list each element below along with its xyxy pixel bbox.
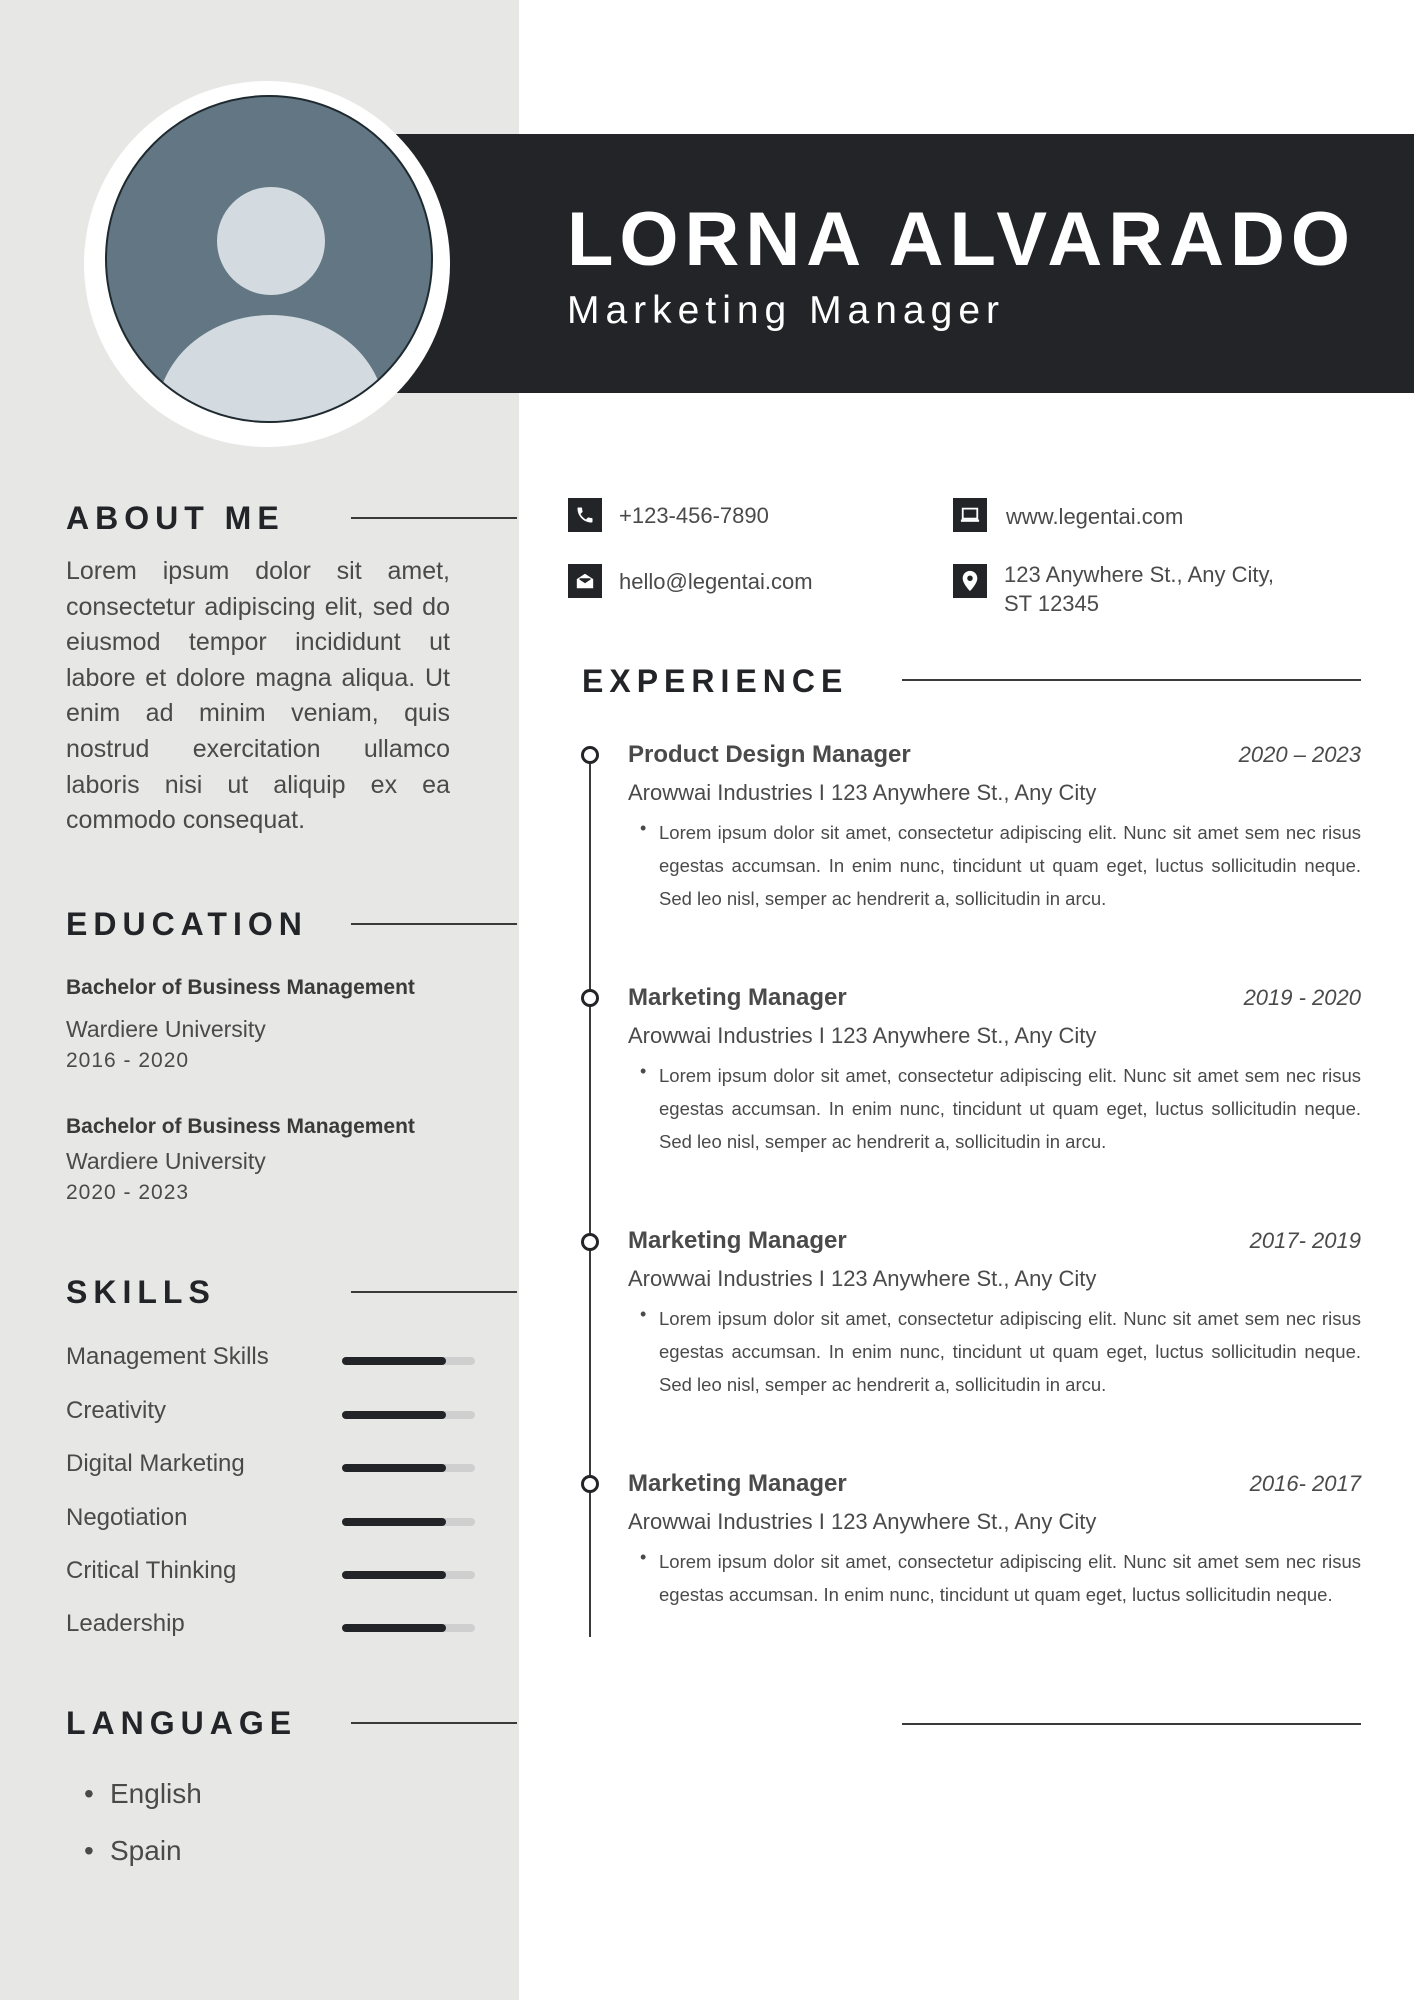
job-dates: 2016- 2017 [1249,1471,1361,1496]
skill-row [66,1557,476,1587]
bullet-icon: • [640,1061,647,1081]
job-title: Product Design Manager [628,741,911,768]
skill-name: Digital Marketing [66,1450,245,1477]
skill-bar-track [342,1518,475,1526]
footer-rule [902,1723,1361,1725]
education-years: 2020 - 2023 [66,1181,190,1204]
job-dates: 2020 – 2023 [1238,742,1361,767]
avatar-body-icon [157,315,385,423]
skill-bar-fill [342,1357,446,1365]
address-text: 123 Anywhere St., Any City, ST 12345 [1004,562,1274,616]
laptop-icon [953,498,987,532]
skills-rule [351,1291,517,1293]
skill-bar-track [342,1571,475,1579]
skill-name: Management Skills [66,1343,269,1370]
skill-bar-fill [342,1411,446,1419]
job-company: Arowwai Industries I 123 Anywhere St., Any City [628,1509,1097,1534]
about-text: Lorem ipsum dolor sit amet, consectetur adipiscing elit, sed do eiusmod tempor incididunt ut labore et dolore magna aliqua. Ut enim ad minim veniam, quis nostrud exercitation ullamco laboris nisi ut aliquip ex ea commodo consequat. [66,557,450,835]
timeline-dot [581,746,599,764]
skill-row [66,1504,476,1534]
education-years: 2016 - 2020 [66,1049,190,1072]
job-title: Marketing Manager [628,1470,847,1497]
skill-name: Leadership [66,1610,185,1637]
language-title: LANGUAGE [66,1705,298,1741]
job-company: Arowwai Industries I 123 Anywhere St., Any City [628,1023,1097,1048]
skill-row [66,1397,476,1427]
bullet-icon: • [640,818,647,838]
job-company: Arowwai Industries I 123 Anywhere St., Any City [628,780,1097,805]
language-name: English [110,1778,202,1809]
email-text: hello@legentai.com [619,569,813,594]
language-item [86,1835,182,1867]
skill-row [66,1450,476,1480]
experience-rule [902,679,1361,681]
job-dates: 2017- 2019 [1249,1228,1361,1253]
skill-bar-track [342,1464,475,1472]
language-item [86,1778,202,1810]
location-pin-icon [953,564,987,598]
avatar [105,95,433,423]
job-title: Marketing Manager [628,1227,847,1254]
skill-name: Critical Thinking [66,1557,237,1584]
timeline-dot [581,1233,599,1251]
skill-bar-fill [342,1571,446,1579]
avatar-head-icon [217,187,325,295]
phone-icon [568,498,602,532]
skill-bar-fill [342,1518,446,1526]
job-description: Lorem ipsum dolor sit amet, consectetur adipiscing elit. Nunc sit amet sem nec risus egestas accumsan. In enim nunc, tincidunt ut quam eget, luctus sollicitudin neque. Sed leo nisl, semper ac hendrerit a, sollicitudin in arcu. [659,1065,1361,1152]
skill-bar-track [342,1357,475,1365]
skill-row [66,1343,476,1373]
timeline-line [589,756,591,1637]
language-rule [351,1722,517,1724]
skill-bar-track [342,1411,475,1419]
skill-bar-fill [342,1464,446,1472]
education-degree: Bachelor of Business Management [66,1115,415,1138]
skills-title: SKILLS [66,1274,216,1310]
education-degree: Bachelor of Business Management [66,976,415,999]
education-school: Wardiere University [66,1016,266,1042]
education-rule [351,923,517,925]
skill-bar-fill [342,1624,446,1632]
job-description: Lorem ipsum dolor sit amet, consectetur adipiscing elit. Nunc sit amet sem nec risus egestas accumsan. In enim nunc, tincidunt ut quam eget, luctus sollicitudin neque. Sed leo nisl, semper ac hendrerit a, sollicitudin in arcu. [659,822,1361,909]
skill-row [66,1610,476,1640]
education-school: Wardiere University [66,1148,266,1174]
skill-name: Creativity [66,1397,167,1424]
candidate-role: Marketing Manager [567,289,1005,332]
skill-bar-track [342,1624,475,1632]
website-text: www.legentai.com [1006,504,1184,529]
job-company: Arowwai Industries I 123 Anywhere St., Any City [628,1266,1097,1291]
language-name: Spain [110,1835,182,1866]
experience-title: EXPERIENCE [582,663,849,699]
phone-text: +123-456-7890 [619,503,769,528]
about-title: ABOUT ME [66,500,285,536]
job-description: Lorem ipsum dolor sit amet, consectetur adipiscing elit. Nunc sit amet sem nec risus egestas accumsan. In enim nunc, tincidunt ut quam eget, luctus sollicitudin neque. [659,1551,1361,1605]
bullet-icon: • [640,1547,647,1567]
job-description: Lorem ipsum dolor sit amet, consectetur adipiscing elit. Nunc sit amet sem nec risus egestas accumsan. In enim nunc, tincidunt ut quam eget, luctus sollicitudin neque. Sed leo nisl, semper ac hendrerit a, sollicitudin in arcu. [659,1308,1361,1395]
education-title: EDUCATION [66,906,308,942]
timeline-dot [581,1475,599,1493]
timeline-dot [581,989,599,1007]
mail-icon [568,564,602,598]
about-rule [351,517,517,519]
candidate-name: LORNA ALVARADO [567,197,1357,282]
job-title: Marketing Manager [628,984,847,1011]
skill-name: Negotiation [66,1504,188,1531]
bullet-icon: • [640,1304,647,1324]
job-dates: 2019 - 2020 [1243,985,1361,1010]
